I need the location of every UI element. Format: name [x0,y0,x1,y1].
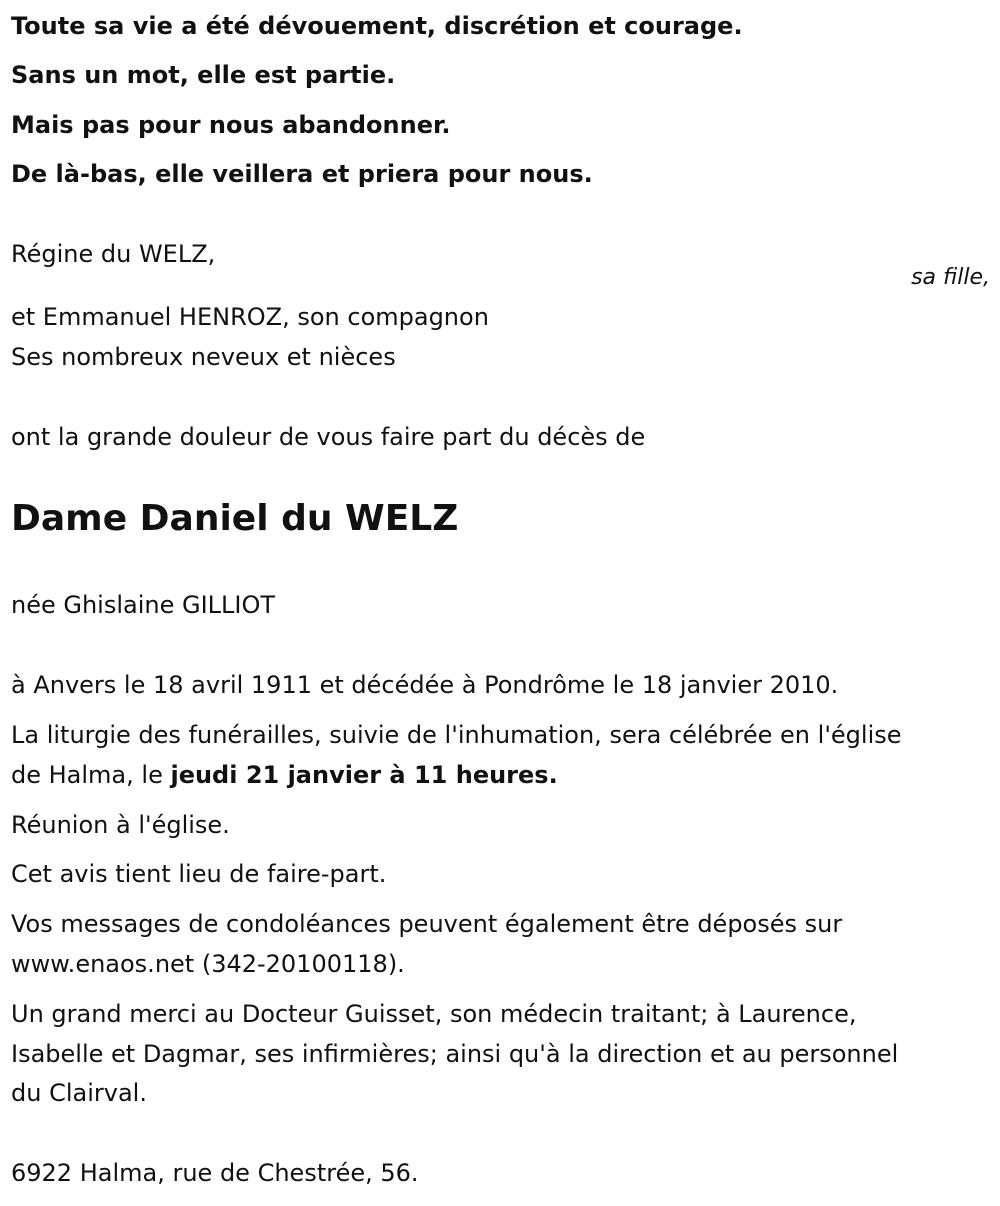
liturgy-line-2 [11,755,558,795]
funeral-datetime: jeudi 21 janvier à 11 heures. [170,761,558,789]
thanks-line-1: Un grand merci au Docteur Guisset, son médecin traitant; à Laurence, [11,1000,857,1028]
reunion-text: Réunion à l'église. [11,811,230,839]
family-nephews: Ses nombreux neveux et nièces [11,343,396,371]
deceased-name: Dame Daniel du WELZ [11,498,459,539]
family-companion: et Emmanuel HENROZ, son compagnon [11,303,489,331]
family-daughter: Régine du WELZ, [11,240,216,268]
messages-line-1: Vos messages de condoléances peuvent également être déposés sur [11,910,843,938]
liturgy-prefix: de Halma, le [11,761,171,789]
poem-line-2: Sans un mot, elle est partie. [11,61,396,89]
announcement-text: ont la grande douleur de vous faire part du décès de [11,423,646,451]
faire-part-text: Cet avis tient lieu de faire-part. [11,860,387,888]
birth-name: née Ghislaine GILLIOT [11,591,276,619]
address: 6922 Halma, rue de Chestrée, 56. [11,1159,419,1187]
thanks-line-3: du Clairval. [11,1079,147,1107]
poem-line-3: Mais pas pour nous abandonner. [11,111,451,139]
poem-line-1: Toute sa vie a été dévouement, discrétion et courage. [11,12,743,40]
messages-line-2: www.enaos.net (342-20100118). [11,950,405,978]
thanks-line-2: Isabelle et Dagmar, ses infirmières; ainsi qu'à la direction et au personnel [11,1040,899,1068]
family-relation: sa fille, [911,265,990,290]
liturgy-line-1: La liturgie des funérailles, suivie de l'inhumation, sera célébrée en l'église [11,721,902,749]
birth-death-info: à Anvers le 18 avril 1911 et décédée à Pondrôme le 18 janvier 2010. [11,671,839,699]
poem-line-4: De là-bas, elle veillera et priera pour nous. [11,160,593,188]
